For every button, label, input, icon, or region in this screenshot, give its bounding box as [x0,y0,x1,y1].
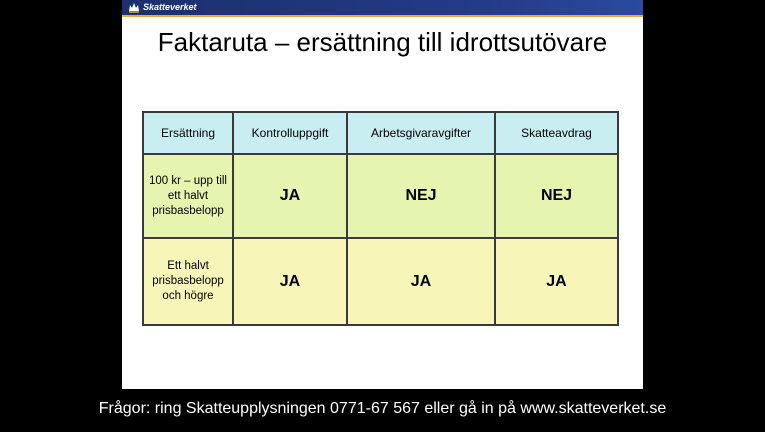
table-cell: JA [233,238,347,325]
brand-name: Skatteverket [143,2,197,12]
column-header-ersattning: Ersättning [143,112,233,154]
fact-table [142,111,619,326]
footer-caption: Frågor: ring Skatteupplysningen 0771-67 567 eller gå in på www.skatteverket.se [98,400,667,417]
table-cell: NEJ [495,154,618,238]
table-cell: JA [495,238,618,325]
column-header-skatteavdrag: Skatteavdrag [495,112,618,154]
presentation-slide [122,0,643,389]
column-header-arbetsgivaravgifter: Arbetsgivaravgifter [347,112,495,154]
column-header-kontrolluppgift: Kontrolluppgift [233,112,347,154]
table-row [143,154,618,238]
brand-logo [128,1,197,13]
slide-title: Faktaruta – ersättning till idrottsutövare [157,27,608,57]
row-label-text: 100 kr – upp till ett halvt prisbasbelopp [149,174,227,217]
row-label-text: Ett halvt prisbasbelopp och högre [152,260,224,302]
brand-header-bar [122,0,643,17]
table-header-row [143,112,618,154]
row-label [143,154,233,238]
table-cell: JA [233,154,347,238]
table-row [143,238,618,325]
skatteverket-crown-logo-icon [128,2,140,13]
table-cell: NEJ [347,154,495,238]
row-label [143,238,233,325]
table-cell: JA [347,238,495,325]
